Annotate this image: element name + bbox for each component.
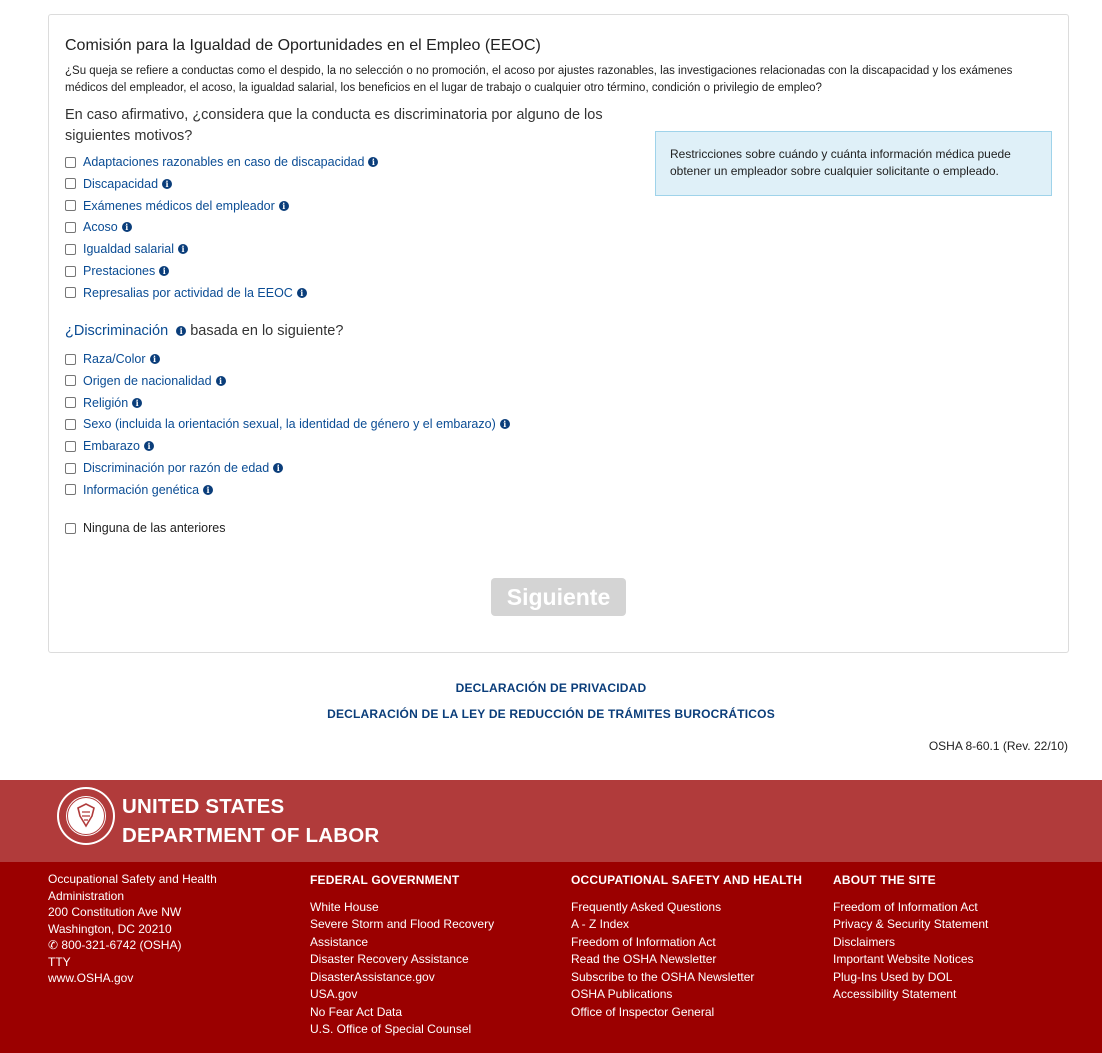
about-link[interactable]: Plug-Ins Used by DOL bbox=[833, 969, 953, 984]
tty-link[interactable]: TTY bbox=[48, 954, 71, 969]
info-icon[interactable]: i bbox=[297, 288, 307, 298]
phone-line[interactable] bbox=[48, 937, 217, 954]
osh-link[interactable]: A - Z Index bbox=[571, 917, 630, 931]
street-address: 200 Constitution Ave NW bbox=[48, 905, 182, 919]
form-code: OSHA 8-60.1 (Rev. 22/10) bbox=[928, 739, 1068, 753]
osh-link[interactable]: Freedom of Information Act bbox=[571, 934, 716, 949]
conduct-option-row[interactable] bbox=[65, 153, 378, 171]
basis-option-checkbox[interactable] bbox=[65, 463, 76, 474]
basis-option-checkbox[interactable] bbox=[65, 375, 76, 386]
footer-banner bbox=[0, 780, 1102, 862]
conduct-option-label[interactable]: Represalias por actividad de la EEOC bbox=[83, 285, 293, 300]
basis-option-label[interactable]: Religión bbox=[83, 395, 129, 410]
info-icon[interactable]: i bbox=[178, 244, 188, 254]
osha-website-link[interactable]: www.OSHA.gov bbox=[48, 971, 134, 985]
basis-option-row[interactable] bbox=[65, 350, 160, 368]
conduct-option-label[interactable]: Adaptaciones razonables en caso de discapacidad bbox=[83, 155, 365, 169]
conduct-option-label[interactable]: Acoso bbox=[83, 220, 118, 235]
about-link[interactable]: Freedom of Information Act bbox=[833, 899, 978, 914]
info-icon[interactable]: i bbox=[273, 463, 283, 473]
conduct-option-row[interactable] bbox=[65, 197, 289, 215]
osh-link[interactable]: Subscribe to the OSHA Newsletter bbox=[571, 969, 755, 984]
conduct-option-label[interactable]: Discapacidad bbox=[83, 176, 159, 191]
checkbox-none[interactable] bbox=[65, 523, 76, 534]
discrimination-link[interactable]: ¿Discriminación bbox=[65, 323, 169, 339]
info-icon[interactable]: i bbox=[500, 419, 510, 429]
federal-link[interactable]: Disaster Recovery Assistance bbox=[310, 952, 469, 966]
dol-line2: DEPARTMENT OF LABOR bbox=[122, 824, 380, 847]
basis-option-label[interactable]: Sexo (incluida la orientación sexual, la identidad de género y el embarazo) bbox=[83, 417, 496, 432]
section-description: ¿Su queja se refiere a conductas como el despido, la no selección o no promoción, el acoso por ajustes razonables, las investigaciones relacionadas con la discapacidad y los exámenes médicos del empleador, el acoso, la igualdad salarial, los beneficios en el lugar de trabajo o cualquier otro término, condición o privilegio de empleo? bbox=[65, 65, 1013, 94]
footer-links bbox=[0, 862, 1102, 1053]
basis-option-label[interactable]: Embarazo bbox=[83, 439, 140, 454]
question-conduct: En caso afirmativo, ¿considera que la conducta es discriminatoria por alguno de los siguientes motivos? bbox=[65, 107, 603, 144]
federal-link[interactable]: Severe Storm and Flood Recovery bbox=[310, 917, 495, 931]
basis-option-row[interactable] bbox=[65, 372, 226, 390]
org-name-line1: Occupational Safety and Health bbox=[48, 872, 217, 886]
info-icon[interactable]: i bbox=[144, 441, 154, 451]
basis-option-checkbox[interactable] bbox=[65, 397, 76, 408]
conduct-option-checkbox[interactable] bbox=[65, 157, 76, 168]
about-link[interactable]: Privacy & Security Statement bbox=[833, 917, 989, 931]
about-link[interactable]: Disclaimers bbox=[833, 934, 896, 949]
question-rest: basada en lo siguiente? bbox=[190, 323, 344, 339]
phone-number: 800-321-6742 (OSHA) bbox=[61, 938, 182, 952]
city-address: Washington, DC 20210 bbox=[48, 921, 172, 936]
osh-heading: OCCUPATIONAL SAFETY AND HEALTH bbox=[571, 873, 803, 887]
info-icon[interactable]: i bbox=[279, 201, 289, 211]
osh-links bbox=[571, 899, 802, 1022]
conduct-option-row[interactable] bbox=[65, 240, 188, 258]
dol-line1: UNITED STATES bbox=[122, 795, 285, 818]
federal-link[interactable]: White House bbox=[310, 899, 379, 914]
info-icon[interactable]: i bbox=[150, 354, 160, 364]
next-button[interactable]: Siguiente bbox=[491, 578, 626, 616]
conduct-option-row[interactable] bbox=[65, 284, 307, 302]
info-icon[interactable]: i bbox=[176, 326, 186, 336]
conduct-option-checkbox[interactable] bbox=[65, 266, 76, 277]
checkbox-row-none[interactable] bbox=[65, 519, 225, 537]
federal-link[interactable]: No Fear Act Data bbox=[310, 1004, 403, 1019]
basis-option-row[interactable] bbox=[65, 459, 283, 477]
federal-links bbox=[310, 899, 494, 1039]
medical-info-box: Restricciones sobre cuándo y cuánta información médica puede obtener un empleador sobre cualquier solicitante o empleado. bbox=[655, 131, 1052, 196]
dol-seal-icon[interactable] bbox=[56, 786, 116, 846]
section-title: Comisión para la Igualdad de Oportunidades en el Empleo (EEOC) bbox=[65, 37, 541, 54]
basis-option-checkbox[interactable] bbox=[65, 441, 76, 452]
conduct-option-label[interactable]: Exámenes médicos del empleador bbox=[83, 198, 275, 213]
federal-link[interactable]: U.S. Office of Special Counsel bbox=[310, 1022, 472, 1036]
conduct-option-row[interactable] bbox=[65, 218, 132, 236]
about-heading: ABOUT THE SITE bbox=[833, 873, 936, 887]
basis-option-label[interactable]: Origen de nacionalidad bbox=[83, 373, 212, 388]
paperwork-reduction-link[interactable]: DECLARACIÓN DE LA LEY DE REDUCCIÓN DE TRÁMITES BUROCRÁTICOS bbox=[327, 707, 775, 721]
privacy-statement-link[interactable]: DECLARACIÓN DE PRIVACIDAD bbox=[455, 681, 647, 695]
phone-icon: ✆ bbox=[48, 938, 59, 952]
basis-option-label[interactable]: Raza/Color bbox=[83, 352, 146, 366]
federal-link[interactable]: DisasterAssistance.gov bbox=[310, 969, 435, 984]
osh-link[interactable]: OSHA Publications bbox=[571, 987, 673, 1001]
basis-option-label[interactable]: Información genética bbox=[83, 482, 200, 497]
about-link[interactable]: Accessibility Statement bbox=[833, 987, 957, 1001]
basis-option-label[interactable]: Discriminación por razón de edad bbox=[83, 461, 270, 475]
conduct-option-checkbox[interactable] bbox=[65, 222, 76, 233]
conduct-option-row[interactable] bbox=[65, 175, 172, 193]
federal-heading: FEDERAL GOVERNMENT bbox=[310, 873, 460, 887]
osh-link[interactable]: Read the OSHA Newsletter bbox=[571, 952, 717, 966]
conduct-option-checkbox[interactable] bbox=[65, 200, 76, 211]
conduct-option-row[interactable] bbox=[65, 262, 169, 280]
info-icon[interactable]: i bbox=[159, 266, 169, 276]
checkbox-label-none: Ninguna de las anteriores bbox=[83, 521, 226, 535]
footer-about-column bbox=[833, 872, 988, 1004]
basis-option-checkbox[interactable] bbox=[65, 354, 76, 365]
conduct-option-checkbox[interactable] bbox=[65, 178, 76, 189]
basis-option-row[interactable] bbox=[65, 415, 510, 433]
conduct-option-checkbox[interactable] bbox=[65, 244, 76, 255]
org-name-line2: Administration bbox=[48, 888, 125, 903]
dol-wordmark[interactable] bbox=[122, 792, 379, 850]
about-links bbox=[833, 899, 988, 1004]
info-icon[interactable]: i bbox=[203, 485, 213, 495]
basis-option-checkbox[interactable] bbox=[65, 419, 76, 430]
info-icon[interactable]: i bbox=[368, 157, 378, 167]
osh-link[interactable]: Frequently Asked Questions bbox=[571, 899, 722, 914]
info-icon[interactable]: i bbox=[132, 398, 142, 408]
about-link[interactable]: Important Website Notices bbox=[833, 952, 974, 966]
basis-option-row[interactable] bbox=[65, 481, 213, 499]
federal-link[interactable]: Assistance bbox=[310, 934, 369, 949]
eeoc-form-panel bbox=[48, 14, 1069, 653]
basis-option-row[interactable] bbox=[65, 437, 154, 455]
info-icon[interactable]: i bbox=[122, 222, 132, 232]
info-icon[interactable]: i bbox=[162, 179, 172, 189]
basis-option-row[interactable] bbox=[65, 394, 142, 412]
question-discrimination-basis bbox=[65, 323, 343, 339]
federal-link[interactable]: USA.gov bbox=[310, 987, 358, 1001]
basis-option-checkbox[interactable] bbox=[65, 484, 76, 495]
footer-federal-column bbox=[310, 872, 494, 1039]
osh-link[interactable]: Office of Inspector General bbox=[571, 1004, 715, 1019]
conduct-option-checkbox[interactable] bbox=[65, 287, 76, 298]
conduct-option-label[interactable]: Prestaciones bbox=[83, 264, 156, 278]
conduct-option-label[interactable]: Igualdad salarial bbox=[83, 242, 175, 257]
footer-contact bbox=[48, 871, 217, 987]
info-icon[interactable]: i bbox=[216, 376, 226, 386]
footer-osh-column bbox=[571, 872, 802, 1021]
